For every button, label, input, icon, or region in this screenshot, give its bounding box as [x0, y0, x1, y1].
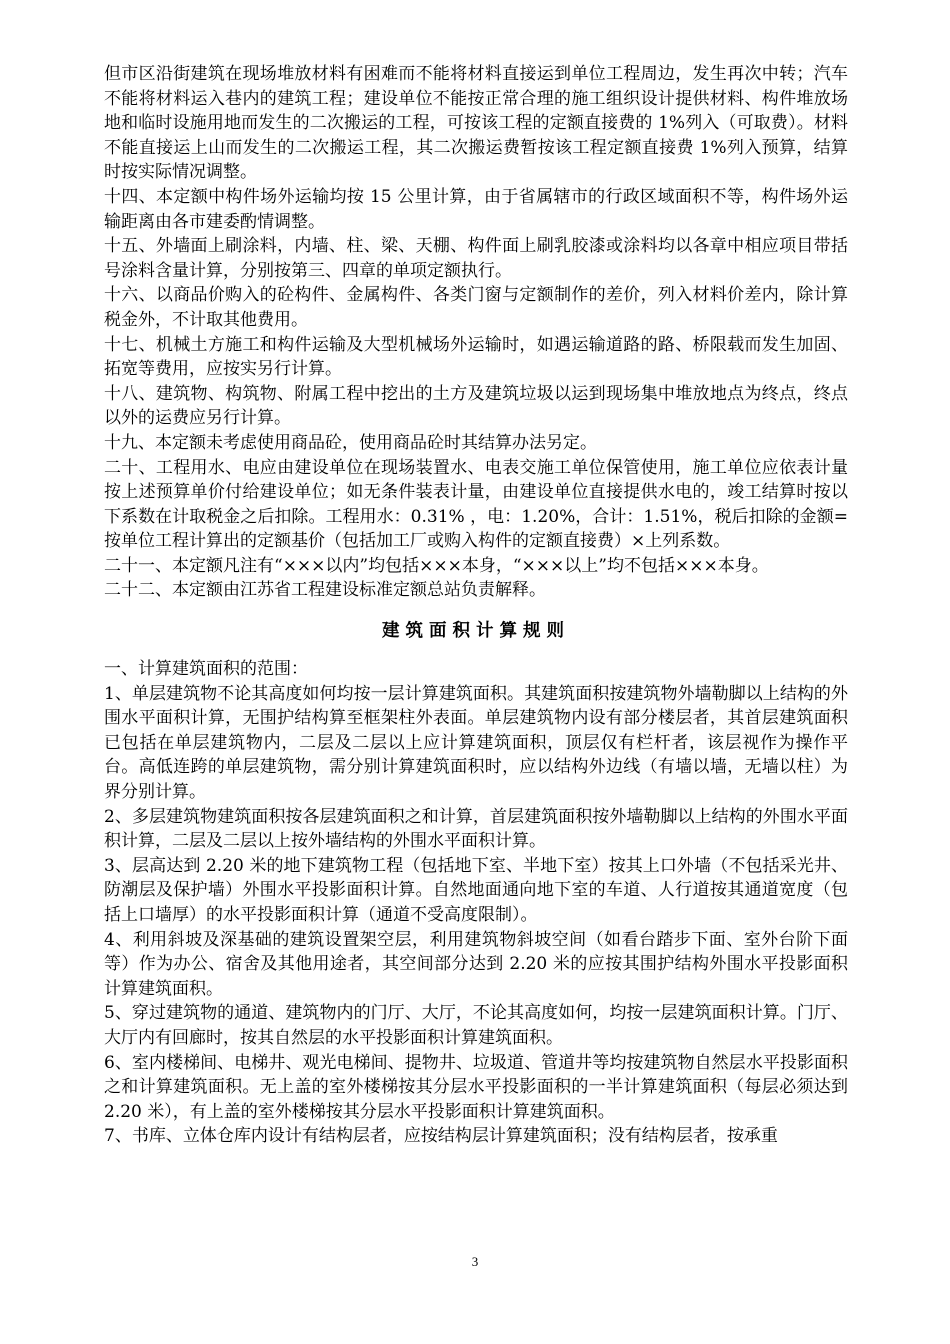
rule-item-5: 5、穿过建筑物的通道、建筑物内的门厅、大厅，不论其高度如何，均按一层建筑面积计算。门厅、大厅内有回廊时，按其自然层的水平投影面积计算建筑面积。	[104, 1003, 848, 1048]
paragraph-17: 十七、机械土方施工和构件运输及大型机械场外运输时，如遇运输道路的路、桥限载而发生加固、拓宽等费用，应按实另行计算。	[104, 334, 848, 380]
page-content	[104, 62, 848, 1149]
paragraph-19: 十九、本定额未考虑使用商品砼，使用商品砼时其结算办法另定。	[104, 432, 597, 453]
paragraph-15: 十五、外墙面上刷涂料，内墙、柱、梁、天棚、构件面上刷乳胶漆或涂料均以各章中相应项目带括号涂料含量计算，分别按第三、四章的单项定额执行。	[104, 236, 848, 281]
paragraph-18: 十八、建筑物、构筑物、附属工程中挖出的土方及建筑垃圾以运到现场集中堆放地点为终点，终点以外的运费应另行计算。	[104, 383, 848, 429]
paragraph-continuation: 但市区沿街建筑在现场堆放材料有困难而不能将材料直接运到单位工程周边，发生再次中转；汽车不能将材料运入巷内的建筑工程；建设单位不能按正常合理的施工组织设计提供材料、构件堆放场地和临时设施用地而发生的二次搬运的工程，可按该工程的定额直接费的 1%列入（可取费）。材料不能直接运上山而发生的二次搬运工程，其二次搬运费暂按该工程定额直接费 1%列入预算，结算时按实际情况调整。	[104, 64, 848, 183]
paragraph-21: 二十一、本定额凡注有“×××以内”均包括×××本身，“×××以上”均不包括×××本身。	[104, 555, 769, 576]
rule-item-3: 3、层高达到 2.20 米的地下建筑物工程（包括地下室、半地下室）按其上口外墙（不包括采光井、防潮层及保护墙）外围水平投影面积计算。自然地面通向地下室的车道、人行道按其通道宽度（包括上口墙厚）的水平投影面积计算（通道不受高度限制）。	[104, 855, 848, 925]
paragraph-16: 十六、以商品价购入的砼构件、金属构件、各类门窗与定额制作的差价，列入材料价差内，除计算税金外，不计取其他费用。	[104, 285, 848, 330]
paragraph-20: 二十、工程用水、电应由建设单位在现场装置水、电表交施工单位保管使用，施工单位应依表计量按上述预算单价付给建设单位；如无条件装表计量，由建设单位直接提供水电的，竣工结算时按以下系数在计取税金之后扣除。工程用水：0.31% ，电：1.20%，合计：1.51%，税后扣除的金额=按单位工程计算出的定额基价（包括加工厂或购入构件的定额直接费）×上列系数。	[104, 457, 848, 552]
paragraph-14: 十四、本定额中构件场外运输均按 15 公里计算，由于省属辖市的行政区域面积不等，构件场外运输距离由各市建委酌情调整。	[104, 186, 848, 232]
scope-heading: 一、计算建筑面积的范围：	[104, 659, 308, 680]
page-number: 3	[471, 1254, 479, 1269]
paragraph-22: 二十二、本定额由江苏省工程建设标准定额总站负责解释。	[104, 580, 546, 601]
rule-item-7: 7、书库、立体仓库内设计有结构层者，应按结构层计算建筑面积；没有结构层者，按承重	[104, 1126, 778, 1147]
rule-item-4: 4、利用斜坡及深基础的建筑设置架空层，利用建筑物斜坡空间（如看台踏步下面、室外台阶下面等）作为办公、宿舍及其他用途者，其空间部分达到 2.20 米的应按其围护结构外围水平投影面积计算建筑面积。	[104, 929, 848, 999]
rule-item-6: 6、室内楼梯间、电梯井、观光电梯间、提物井、垃圾道、管道井等均按建筑物自然层水平投影面积之和计算建筑面积。无上盖的室外楼梯按其分层水平投影面积的一半计算建筑面积（每层必须达到 2.20 米），有上盖的室外楼梯按其分层水平投影面积计算建筑面积。	[104, 1052, 848, 1122]
rule-item-1: 1、单层建筑物不论其高度如何均按一层计算建筑面积。其建筑面积按建筑物外墙勒脚以上结构的外围水平面积计算，无围护结构算至框架柱外表面。单层建筑物内设有部分楼层者，其首层建筑面积已包括在单层建筑物内，二层及二层以上应计算建筑面积，顶层仅有栏杆者，该层视作为操作平台。高低连跨的单层建筑物，需分别计算建筑面积时，应以结构外边线（有墙以墙，无墙以柱）为界分别计算。	[104, 683, 848, 803]
rule-item-2: 2、多层建筑物建筑面积按各层建筑面积之和计算，首层建筑面积按外墙勒脚以上结构的外围水平面积计算，二层及二层以上按外墙结构的外围水平面积计算。	[104, 806, 848, 852]
section-heading: 建筑面积计算规则	[382, 621, 570, 642]
